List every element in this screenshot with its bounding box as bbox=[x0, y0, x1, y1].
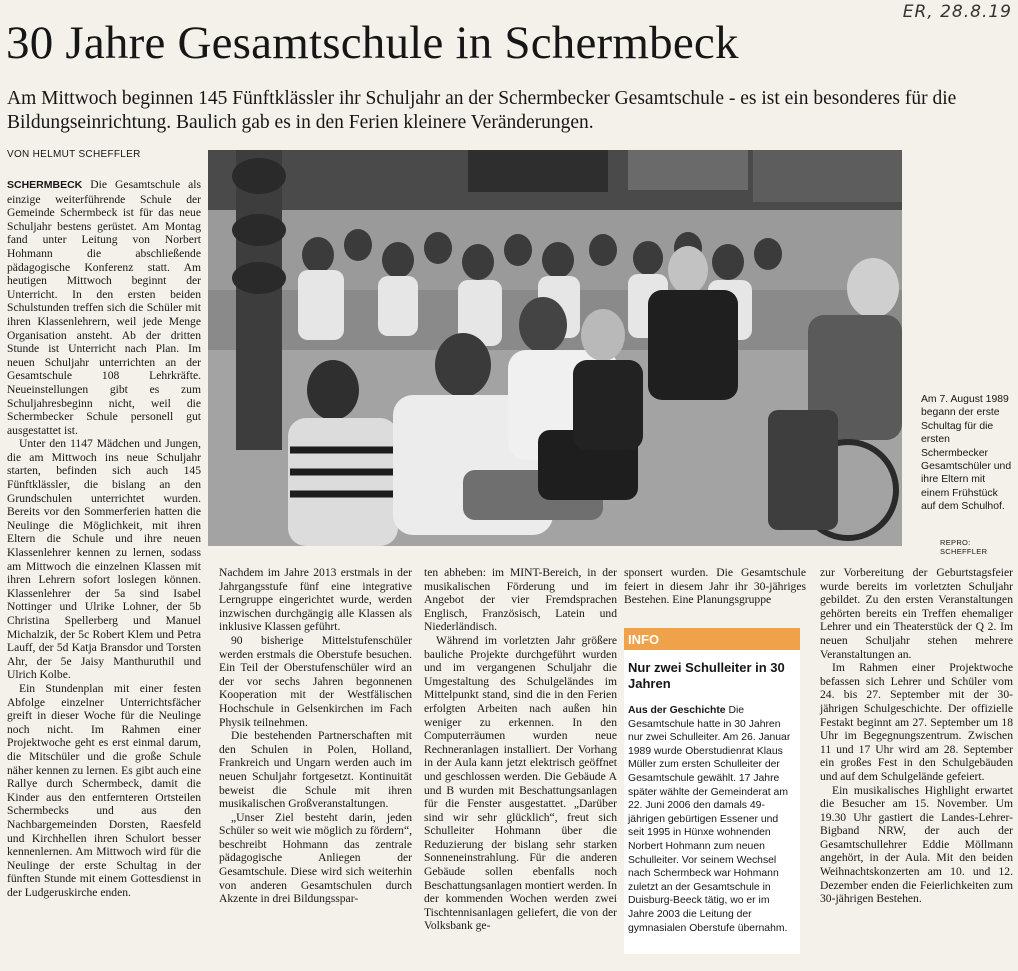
paragraph: Während im vorletzten Jahr größere bauliche Projekte durchgeführt wurden und im vergangenen Schuljahr die Umgestaltung des Schulgeländes im Mittelpunkt stand, sind die in den Ferien erfolgten Arbeiten nach außen hin weniger zu erkennen. In den Computerräumen wurden neue Rechneranlagen installiert. Der Vorhang in der Aula kann jetzt elektrisch geöffnet und geschlossen werden. Die Gebäude A und B wurden mit Beschattungsanlagen für die Fenster ausgestattet. „Darüber sind wir sehr glücklich“, freut sich Schulleiter Hohmann über die Reduzierung der bislang sehr starken Sonneneinstrahlung. Für die anderen Gebäude sollen ebenfalls noch Beschattungsanlagen montiert werden. In der kommenden Wochen werden zwei Tischtennisanlagen geliefert, die von der Volksbank ge- bbox=[424, 633, 617, 933]
paragraph: Ein Stundenplan mit einer festen Abfolge einzelner Unterrichtsfächer greift in dieser Woche für die Neulinge noch nicht. Im Rahmen einer Projektwoche geht es erst einmal darum, die Mitschüler und die große Schule näher kennen zu lernen. Es gibt auch eine Rallye durch Schermbeck, damit die Kinder aus den entfernteren Ortsteilen Schermbecks und aus den Nachbargemeinden Dorsten, Raesfeld und Kirchhellen ihren Schulort besser kennenlernen. Am Mittwoch wird für die Neulinge der erste Schultag in der fünften Stunde mit einem Gottesdienst in der Ludgeruskirche enden. bbox=[7, 681, 201, 899]
info-body: Die Gesamtschule hatte in 30 Jahren nur zwei Schulleiter. Am 26. Januar 1989 wurde Oberstudienrat Klaus Müller zum ersten Schulleiter der Gesamtschule gewählt. 17 Jahre später wählte der Gemeinderat am 22. Juni 2006 den damals 49-jährigen gebürtigen Essener und seit 1995 in Hünxe wohnenden Norbert Hohmann zum neuen Schulleiter. Vor seinem Wechsel nach Schermbeck war Hohmann zuletzt an der Gesamtschule in Duisburg-Beeck tätig, wo er im Jahre 2003 die Leitung der gymnasialen Oberstufe übernahm. bbox=[628, 705, 791, 934]
paragraph: Nachdem im Jahre 2013 erstmals in der Jahrgangsstufe fünf eine integrative Lerngruppe eingerichtet wurde, werden inzwischen durchgängig alle Klassen als inklusive Klassen geführt. bbox=[219, 566, 412, 634]
paragraph: Unter den 1147 Mädchen und Jungen, die am Mittwoch ins neue Schuljahr starten, befinden sich auch 145 Fünftklässler, die bislang an den Grundschulen unterrichtet wurden. Bereits vor den Sommerferien hatten die Neulinge die Möglichkeit, mit ihren Eltern die Schule und ihre neuen Klassenlehrer kennen zu lernen, sodass am Mittwoch die einzelnen Klassen mit ihren Lehrern sofort loslegen können. Klassenlehrer der 5a sind Isabel Nottinger und Ulrike Lohner, der 5b Christina Spellerberg und Manuel Michalzik, der 5c Robert Klem und Petra Lauff, der 5d Katja Bransdor und Torsten Ahr, der 5e Jaisy Manthuruthil und Ulrich Kolbe. bbox=[7, 437, 201, 682]
photo-illustration bbox=[208, 150, 902, 546]
info-title: Nur zwei Schulleiter in 30 Jahren bbox=[628, 660, 785, 691]
paragraph: Ein musikalisches Highlight erwartet die Besucher am 15. November. Um 19.30 Uhr gastiert die Landes-Lehrer-Bigband NRW, der auch der Gesamtschullehrer Eddie Möllmann angehört, in der Aula. Mit den beiden Weihnachtskonzerten am 10. und 12. Dezember enden die Feierlichkeiten zum 30-jährigen Bestehen. bbox=[820, 783, 1013, 906]
paragraph: Im Rahmen einer Projektwoche befassen sich Lehrer und Schüler vom 24. bis 27. September mit der 30-jährigen Schulgeschichte. Der offizielle Festakt beginnt am 27. September um 18 Uhr im Begegnungszentrum. Zwischen 11 und 17 Uhr wird am 28. September ein großes Fest in den Schulgebäuden und auf dem Schulgelände gefeiert. bbox=[820, 661, 1013, 783]
headline: 30 Jahre Gesamtschule in Schermbeck bbox=[6, 17, 739, 69]
photo-credit: REPRO: SCHEFFLER bbox=[940, 538, 988, 556]
info-box-header bbox=[624, 628, 800, 650]
handwritten-date-note: ER, 28.8.19 bbox=[902, 2, 1012, 22]
paragraph: zur Vorbereitung der Geburtstagsfeier wurde bereits im vorletzten Schuljahr gebildet. Zu den ersten Veranstaltungen gehörten bereits ein Treffen ehemaliger Lehrer und ein Theaterstück der Q 2. Im neuen Schuljahr stehen mehrere Veranstaltungen an. bbox=[820, 566, 1013, 661]
article-column-5 bbox=[820, 566, 1013, 906]
paragraph: sponsert wurden. Die Gesamtschule feiert in diesem Jahr ihr 30-jähriges Bestehen. Eine Planungsgruppe bbox=[624, 566, 806, 607]
paragraph: Die bestehenden Partnerschaften mit den Schulen in Polen, Holland, Frankreich und Ungarn werden auch im neuen Schuljahr fortgesetzt. Kontinuität beweist die Schule mit ihren musikalischen Großveranstaltungen. bbox=[219, 729, 412, 811]
paragraph: ten abheben: im MINT-Bereich, in der musikalischen Förderung und im Angebot der vier Fremdsprachen Englisch, Französisch, Latein und Niederländisch. bbox=[424, 566, 617, 634]
article-column-3 bbox=[424, 566, 617, 933]
paragraph: 90 bisherige Mittelstufenschüler werden erstmals die Oberstufe besuchen. Ein Teil der Oberstufenschüler wird an der vor sechs Jahren begonnenen Kooperation mit der Westfälischen Hochschule in Gelsenkirchen im Fach Physik teilnehmen. bbox=[219, 633, 412, 729]
info-text bbox=[628, 704, 796, 935]
article-column-2 bbox=[219, 566, 412, 906]
info-lead: Aus der Geschichte bbox=[628, 705, 726, 716]
dateline: SCHERMBECK bbox=[7, 179, 83, 191]
lead-paragraph: Am Mittwoch beginnen 145 Fünftklässler ihr Schuljahr an der Schermbecker Gesamtschule - es ist ein besonderes für die Bildungseinrichtung. Baulich gab es in den Ferien kleinere Veränderungen. bbox=[7, 88, 957, 133]
photo-caption: Am 7. August 1989 begann der erste Schultag für die ersten Schermbecker Gesamtschüler und ihre Eltern mit einem Frühstück auf dem Schulhof. bbox=[921, 394, 1012, 513]
article-column-1 bbox=[7, 178, 201, 899]
paragraph: „Unser Ziel besteht darin, jeden Schüler so weit wie möglich zu fördern“, beschreibt Hohmann das zentrale pädagogische Anliegen der Gesamtschule. Diese wird sich weiterhin von anderen Gesamtschulen durch Akzente in drei Bildungsspar- bbox=[219, 810, 412, 906]
article-column-4 bbox=[624, 566, 806, 607]
historic-schoolyard-photo bbox=[208, 150, 902, 546]
paragraph: Die Gesamtschule als einzige weiterführende Schule der Gemeinde Schermbeck ist für das neue Schuljahr bestens gerüstet. Am Montag fand unter Leitung von Norbert Hohmann die abschließende pädagogische Konferenz statt. Am heutigen Mittwoch beginnt der Unterricht. In den ersten beiden Schulstunden treffen sich die Schüler mit ihren Klassenlehrern, weil jede Menge Organisation ansteht. Ab der dritten Stunde ist Unterricht nach Plan. Im neuen Schuljahr unterrichten an der Gesamtschule 108 Lehrkräfte. Neueinstellungen gibt es zum Schuljahresbeginn nicht, weil die Schermbecker Schule personell gut ausgestattet ist. bbox=[7, 178, 201, 437]
info-label: INFO bbox=[628, 631, 660, 647]
info-box bbox=[624, 628, 800, 954]
byline: VON HELMUT SCHEFFLER bbox=[7, 149, 141, 160]
